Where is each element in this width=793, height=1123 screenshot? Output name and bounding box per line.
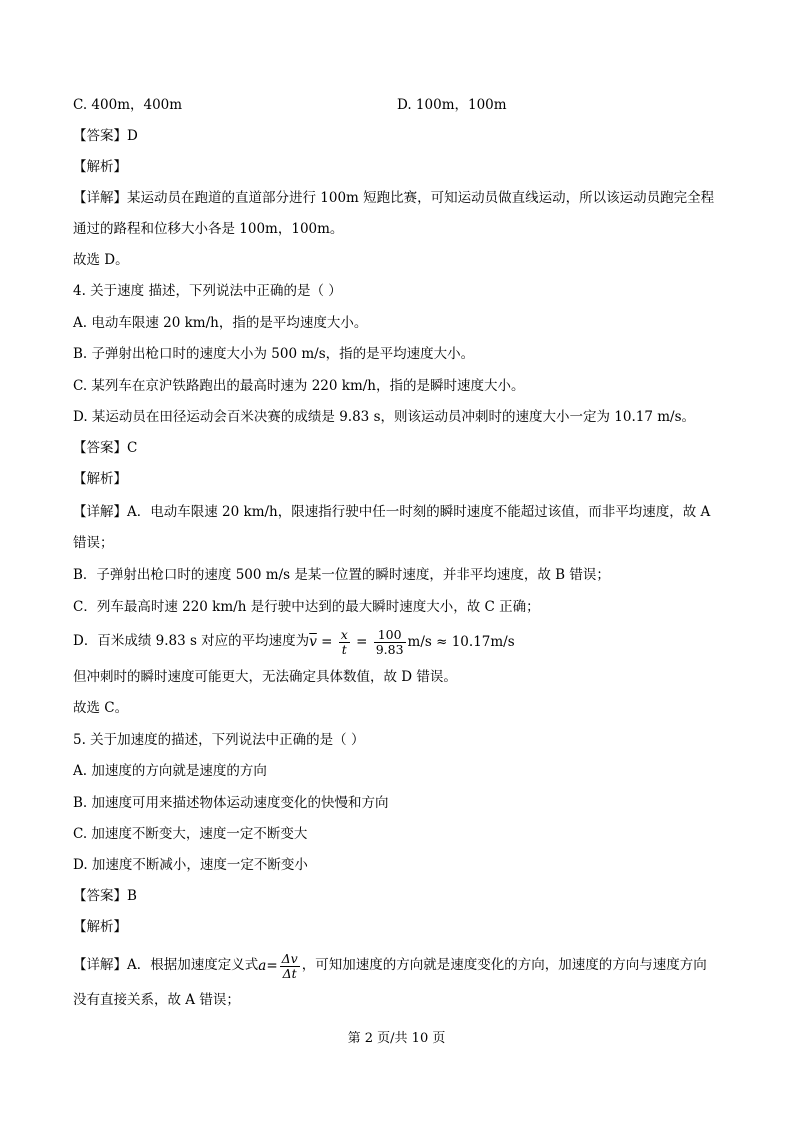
q3-detail-line-2: 通过的路程和位移大小各是 100m，100m。 [73, 221, 344, 237]
formula-equals-2: = [351, 633, 372, 650]
q5-option-d: D. 加速度不断减小，速度一定不断变小 [73, 857, 308, 873]
formula-t: t [341, 641, 347, 657]
q5-detail-a-suffix: ，可知加速度的方向就是速度变化的方向，加速度的方向与速度方向 [301, 957, 707, 973]
formula-delta-v: Δv [281, 950, 298, 966]
q5-analysis-heading: 【解析】 [73, 919, 127, 935]
formula-100-over-983 [374, 628, 406, 657]
q4-option-b: B. 子弹射出枪口时的速度大小为 500 m/s，指的是平均速度大小。 [73, 346, 475, 362]
q5-detail-a-prefix: 【详解】A．根据加速度定义式 [73, 957, 259, 973]
q4-detail-a-line-1: 【详解】A．电动车限速 20 km/h，限速指行驶中任一时刻的瞬时速度不能超过该值，而非平均速度，故 A [73, 504, 711, 520]
q4-option-a: A. 电动车限速 20 km/h，指的是平均速度大小。 [73, 315, 368, 331]
formula-a-equals: = [266, 957, 278, 974]
q4-detail-d [73, 626, 515, 657]
formula-v-bar: $\overline{v}$ [309, 633, 317, 650]
formula-100: 100 [374, 628, 406, 643]
q3-option-d: D. 100m，100m [397, 97, 507, 113]
q3-detail-line-1: 【详解】某运动员在跑道的直道部分进行 100m 短跑比赛，可知运动员做直线运动，所以该运动员跑完全程 [73, 190, 715, 206]
formula-dv-over-dt [280, 952, 300, 981]
formula-x: x [340, 626, 348, 642]
page-footer: 第 2 页/共 10 页 [347, 1031, 446, 1046]
q4-option-c: C. 某列车在京沪铁路跑出的最高时速为 220 km/h，指的是瞬时速度大小。 [73, 378, 525, 394]
q5-option-b: B. 加速度可用来描述物体运动速度变化的快慢和方向 [73, 795, 389, 811]
q5-option-c: C. 加速度不断变大，速度一定不断变大 [73, 826, 308, 842]
formula-equals-1: = [316, 633, 337, 650]
formula-983: 9.83 [375, 641, 404, 657]
q4-answer: 【答案】C [73, 440, 138, 456]
q5-detail-a-line-1 [73, 948, 707, 983]
q3-conclusion: 故选 D。 [73, 252, 129, 268]
formula-a: a [258, 957, 267, 974]
q3-option-c: C. 400m，400m [73, 97, 183, 113]
q5-stem: 5. 关于加速度的描述，下列说法中正确的是（ ） [73, 732, 365, 748]
q4-detail-d-prefix: D．百米成绩 9.83 s 对应的平均速度为 [73, 633, 310, 649]
q4-conclusion: 故选 C。 [73, 700, 129, 716]
average-velocity-formula [309, 627, 514, 657]
formula-unit-result: m/s ≈ 10.17m/s [407, 633, 515, 650]
formula-x-over-t [339, 628, 350, 657]
q3-answer: 【答案】D [73, 128, 138, 144]
formula-delta-t: Δt [282, 965, 297, 981]
q5-detail-a-line-2: 没有直接关系，故 A 错误； [73, 992, 240, 1008]
q4-stem: 4. 关于速度 描述，下列说法中正确的是（ ） [73, 283, 342, 299]
q4-option-d: D. 某运动员在田径运动会百米决赛的成绩是 9.83 s，则该运动员冲刺时的速度大小一定为 10.17 m/s。 [73, 409, 696, 425]
q4-detail-a-line-2: 错误； [73, 535, 114, 551]
q4-detail-b: B．子弹射出枪口时的速度 500 m/s 是某一位置的瞬时速度，并非平均速度，故 B 错误； [73, 567, 610, 583]
q5-option-a: A. 加速度的方向就是速度的方向 [73, 763, 267, 779]
q4-detail-c: C．列车最高时速 220 km/h 是行驶中达到的最大瞬时速度大小，故 C 正确； [73, 599, 540, 615]
q5-answer: 【答案】B [73, 888, 137, 904]
q3-analysis-heading: 【解析】 [73, 159, 127, 175]
q4-analysis-heading: 【解析】 [73, 471, 127, 487]
acceleration-formula [258, 949, 301, 983]
q4-detail-d-after: 但冲刺时的瞬时速度可能更大，无法确定具体数值，故 D 错误。 [73, 669, 457, 685]
